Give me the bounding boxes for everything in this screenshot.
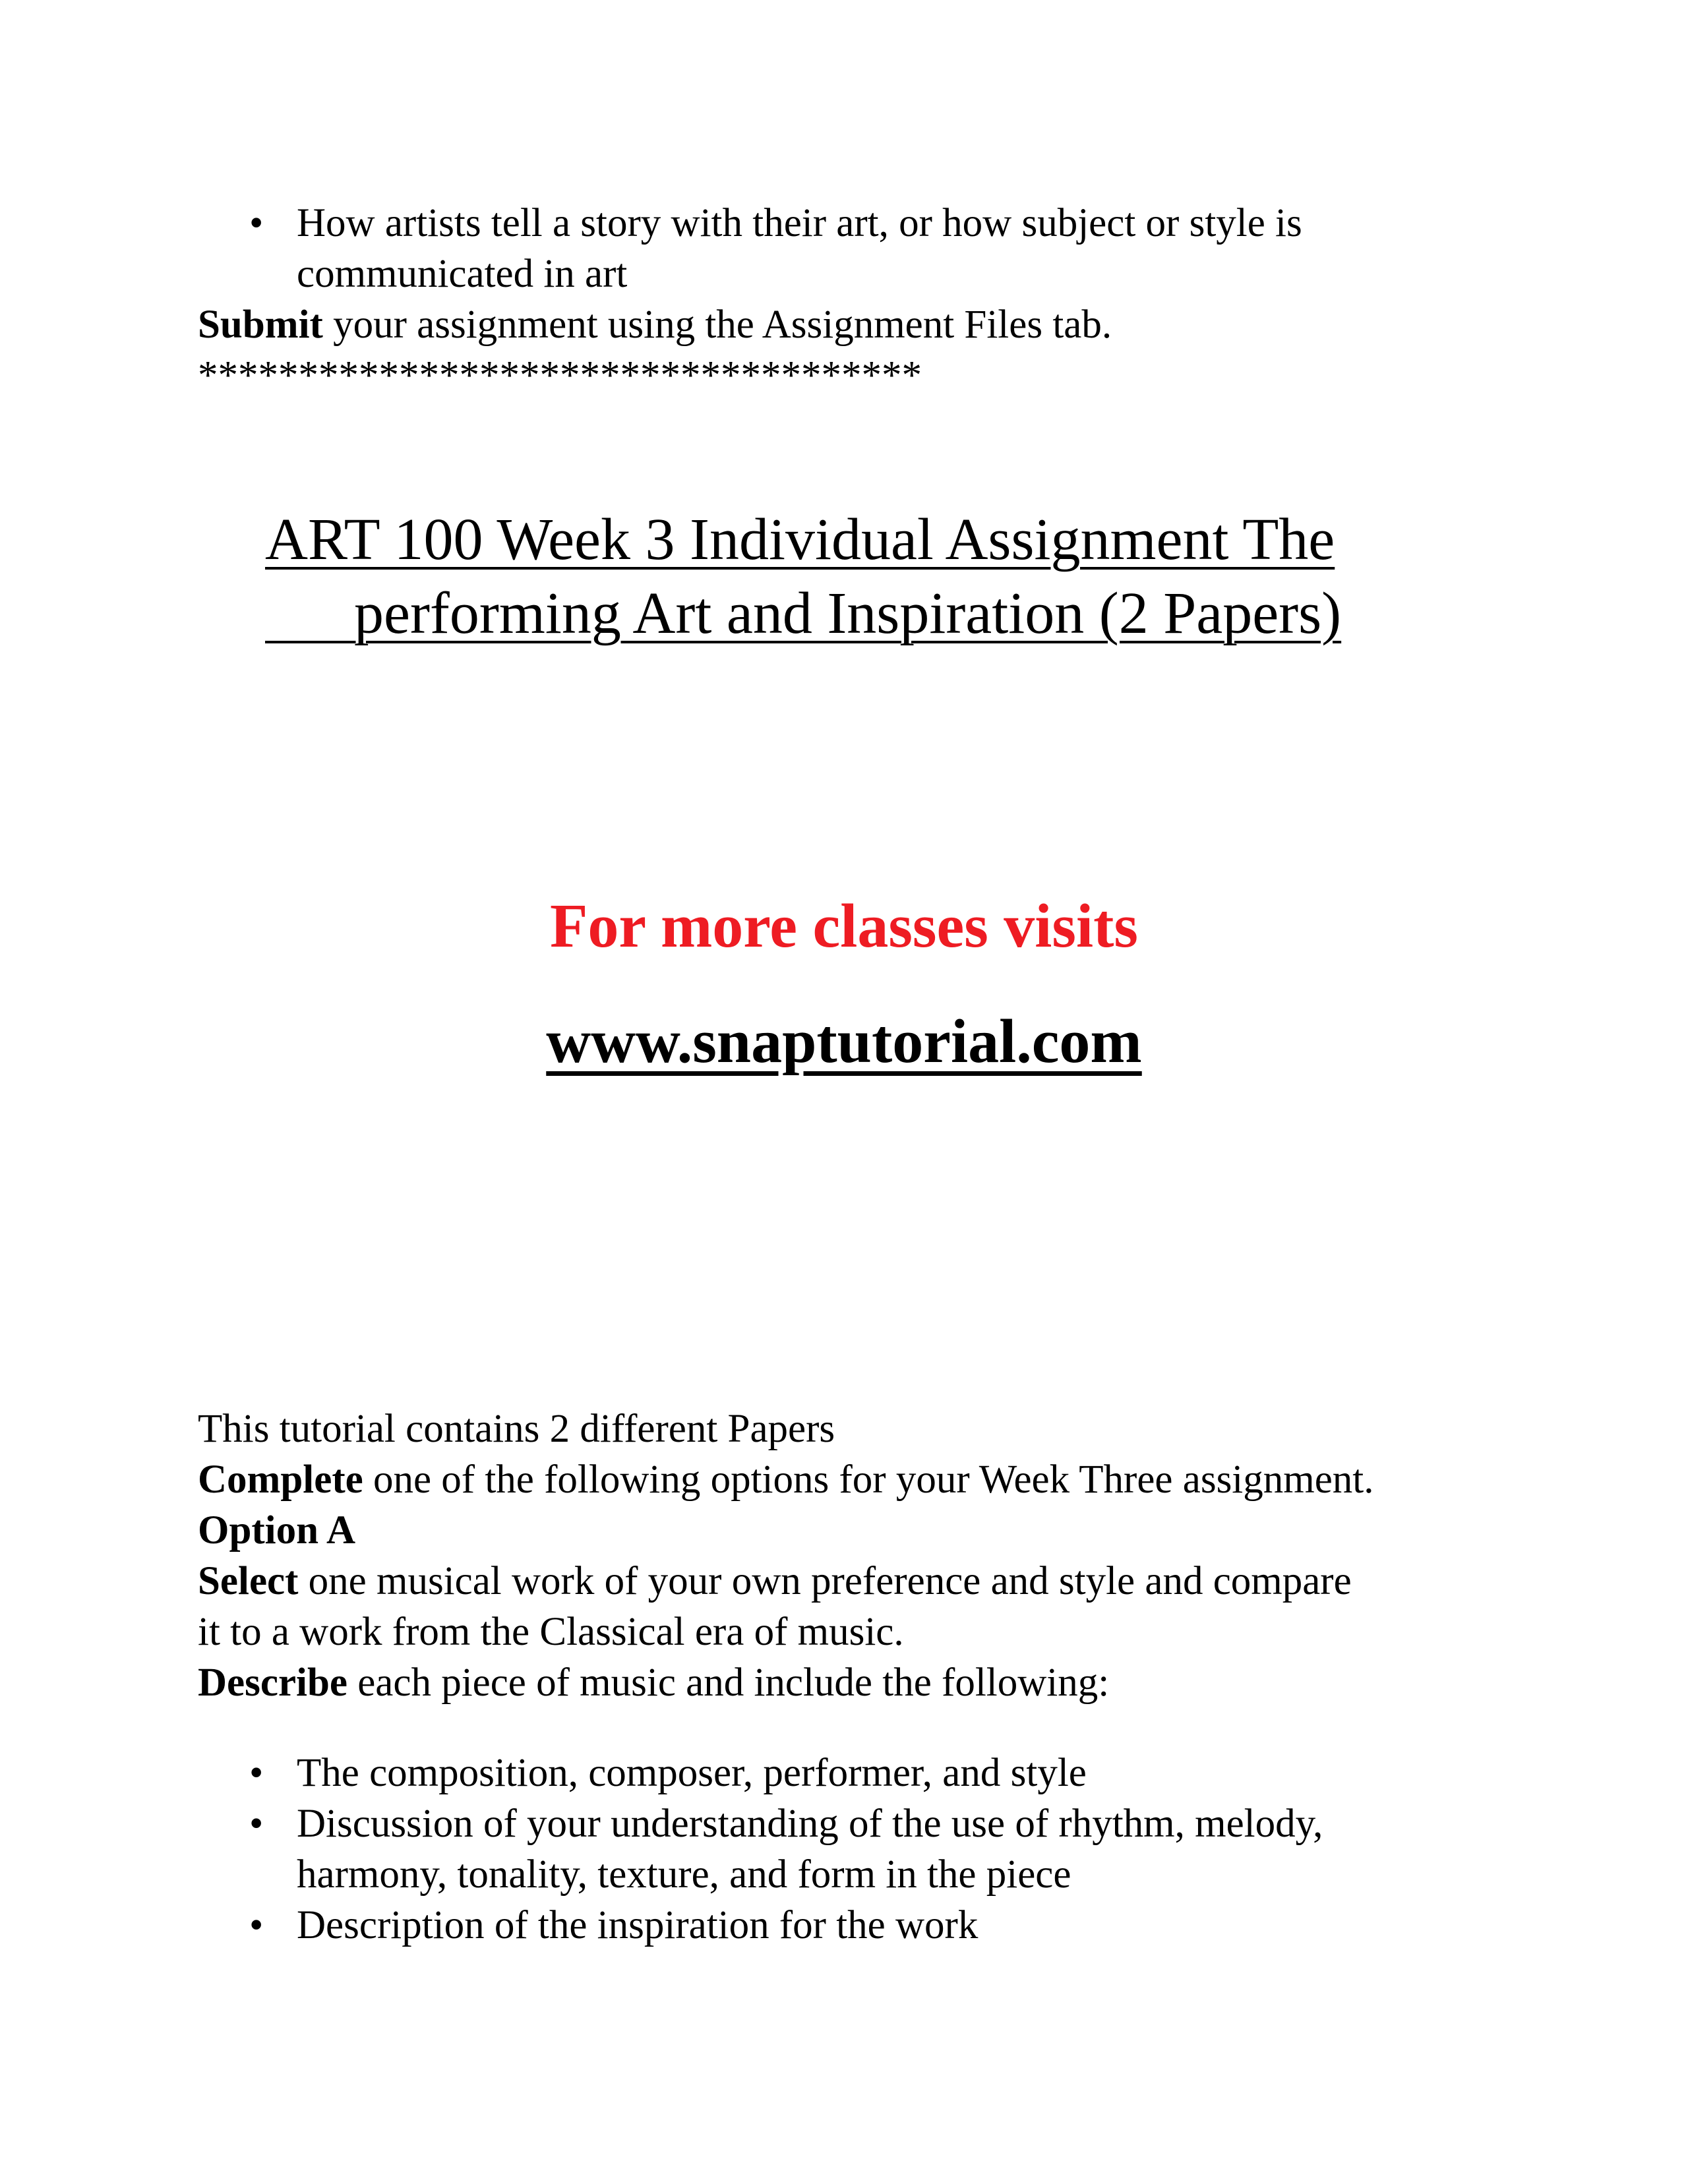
describe-text: each piece of music and include the following: <box>347 1661 1110 1705</box>
submit-instruction <box>198 299 1517 350</box>
bullet-text-line: How artists tell a story with their art, or how subject or style is <box>297 201 1302 245</box>
bullet-text-line: Discussion of your understanding of the use of rhythm, melody, <box>297 1802 1323 1846</box>
select-instruction <box>198 1556 1517 1607</box>
bullet-icon: • <box>249 1903 264 1947</box>
bullet-icon: • <box>249 1751 264 1795</box>
promo-text: For more classes visits <box>550 892 1138 960</box>
bullet-icon: • <box>249 1802 264 1846</box>
list-item <box>198 1900 1517 1951</box>
option-a-label: Option A <box>198 1508 355 1552</box>
complete-text: one of the following options for your Week Three assignment. <box>363 1458 1374 1502</box>
details-bullet-section <box>198 1748 1517 1951</box>
bullet-text-line: The composition, composer, performer, and style <box>297 1751 1087 1795</box>
select-text-continued: it to a work from the Classical era of music. <box>198 1610 904 1654</box>
list-item <box>198 1798 1517 1900</box>
describe-bold-label: Describe <box>198 1661 347 1705</box>
top-section <box>198 198 1517 401</box>
bullet-text-line: Description of the inspiration for the work <box>297 1903 979 1947</box>
bullet-text-line: communicated in art <box>297 252 628 296</box>
complete-bold-label: Complete <box>198 1458 363 1502</box>
title-line: performing Art and Inspiration (2 Papers) <box>265 581 1342 646</box>
bullet-icon: • <box>249 201 264 245</box>
submit-text: your assignment using the Assignment Files tab. <box>322 303 1112 347</box>
list-item <box>198 1748 1517 1798</box>
option-a-heading <box>198 1505 1517 1556</box>
page-title <box>265 503 1426 651</box>
submit-bold-label: Submit <box>198 303 323 347</box>
select-text: one musical work of your own preference and style and compare <box>298 1559 1352 1603</box>
title-line: ART 100 Week 3 Individual Assignment The <box>265 507 1335 572</box>
details-section <box>198 1403 1517 1708</box>
bullet-text-line: harmony, tonality, texture, and form in the piece <box>297 1852 1071 1897</box>
promo-link[interactable]: www.snaptutorial.com <box>546 1007 1142 1076</box>
complete-instruction <box>198 1454 1517 1505</box>
select-bold-label: Select <box>198 1559 299 1603</box>
list-item <box>198 198 1517 299</box>
separator-line: ************************************ <box>198 353 922 398</box>
top-bullet-list <box>198 198 1517 299</box>
intro-text: This tutorial contains 2 different Papers <box>198 1407 835 1451</box>
describe-instruction <box>198 1657 1517 1708</box>
details-bullet-list <box>198 1748 1517 1951</box>
